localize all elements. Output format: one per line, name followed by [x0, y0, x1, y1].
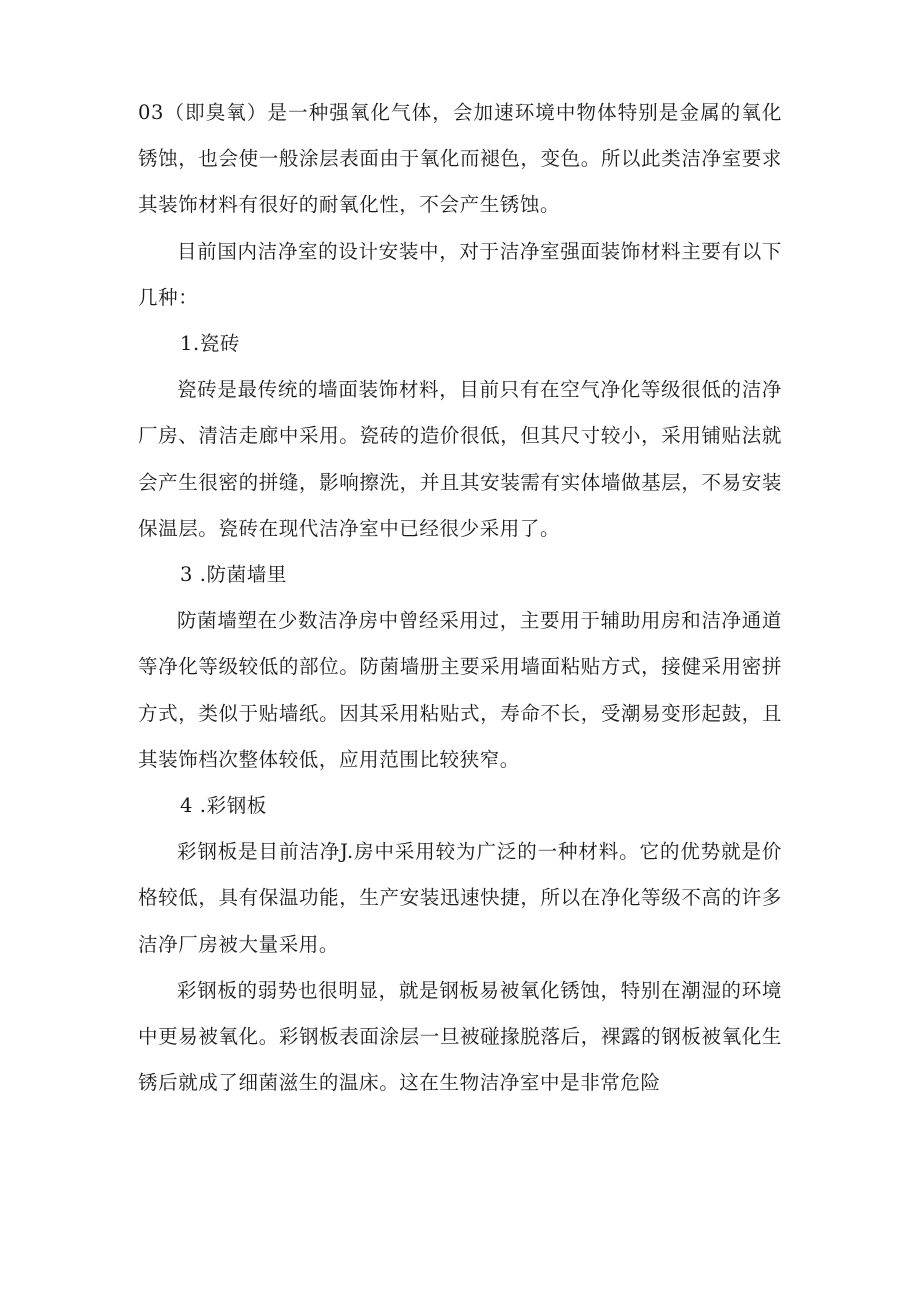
- paragraph-color-steel-plate: 彩钢板是目前洁净J.房中采用较为广泛的一种材料。它的优势就是价格较低，具有保温功能，生产安装迅速快捷，所以在净化等级不高的许多洁净厂房被大量采用。: [138, 840, 782, 956]
- paragraph-antibacterial-wall: 防菌墙塑在少数洁净房中曾经采用过，主要用于辅助用房和洁净通道等净化等级较低的部位。防菌墙册主要采用墙面粘贴方式，接健采用密拼方式，类似于贴墙纸。因其采用粘贴式，寿命不长，受潮易变形起鼓，且其装饰档次整体较低，应用范围比较狭窄。: [138, 609, 782, 771]
- paragraph-color-steel-weakness: 彩钢板的弱势也很明显，就是钢板易被氧化锈蚀，特别在潮湿的环境中更易被氧化。彩钢板表面涂层一旦被碰掾脱落后，裸露的钢板被氧化生锈后就成了细菌滋生的温床。这在生物洁净室中是非常危险: [138, 978, 782, 1095]
- document-body: [138, 90, 782, 1106]
- paragraph-ceramic-tile: 瓷砖是最传统的墙面装饰材料，目前只有在空气净化等级很低的洁净厂房、清洁走廊中采用。瓷砖的造价很低，但其尺寸较小，采用铺贴法就会产生很密的拼缝，影响擦洗，并且其安装需有实体墙做基层，不易安装保温层。瓷砖在现代洁净室中已经很少采用了。: [138, 378, 782, 540]
- heading-ceramic-tile: 1.瓷砖: [180, 332, 241, 356]
- heading-antibacterial-wall: 3 .防菌墙里: [180, 563, 288, 587]
- heading-color-steel-plate: 4 .彩钢板: [180, 794, 267, 818]
- paragraph-ozone: 03（即臭氧）是一种强氧化气体，会加速环境中物体特别是金属的氧化锈蚀，也会使一般涂层表面由于氧化而褪色，变色。所以此类洁净室要求其装饰材料有很好的耐氧化性，不会产生锈蚀。: [138, 101, 782, 217]
- paragraph-wall-materials-intro: 目前国内洁净室的设计安装中，对于洁净室强面装饰材料主要有以下几种：: [138, 239, 782, 309]
